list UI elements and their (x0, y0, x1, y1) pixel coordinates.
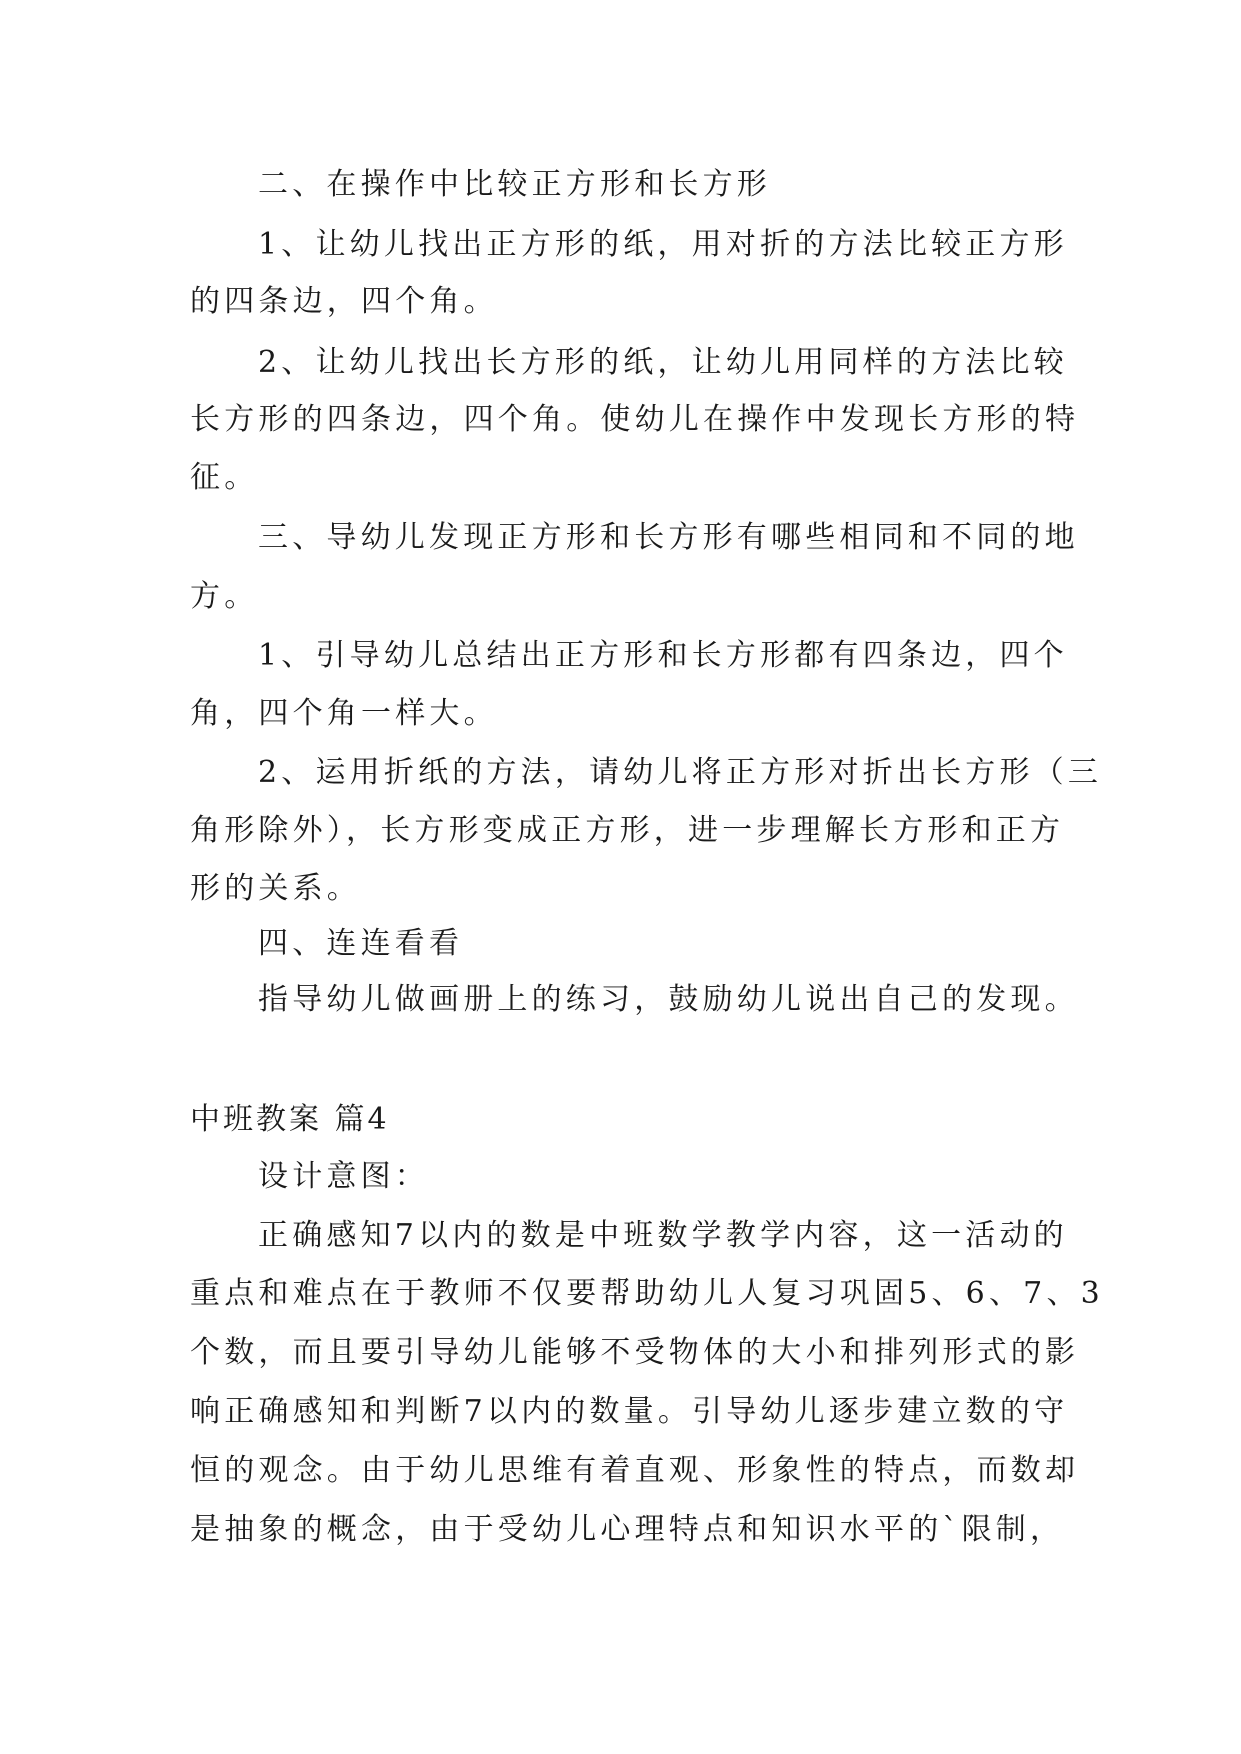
design-label: 设计意图： (258, 1159, 429, 1194)
paragraph-line: 角，四个角一样大。 (190, 696, 498, 731)
paragraph-line: 个数，而且要引导幼儿能够不受物体的大小和排列形式的影 (190, 1335, 1080, 1370)
lesson-title: 中班教案 篇4 (190, 1102, 390, 1137)
paragraph-line: 角形除外），长方形变成正方形，进一步理解长方形和正方 (190, 813, 1065, 848)
section-heading-4: 四、连连看看 (258, 926, 464, 961)
paragraph-line: 1、让幼儿找出正方形的纸，用对折的方法比较正方形 (258, 227, 1068, 262)
paragraph-line: 1、引导幼儿总结出正方形和长方形都有四条边，四个 (258, 638, 1068, 673)
paragraph-line: 长方形的四条边，四个角。使幼儿在操作中发现长方形的特 (190, 402, 1080, 437)
paragraph-line: 是抽象的概念，由于受幼儿心理特点和知识水平的`限制， (190, 1512, 1065, 1547)
paragraph-line: 2、运用折纸的方法，请幼儿将正方形对折出长方形（三 (258, 755, 1103, 790)
paragraph-line: 的四条边，四个角。 (190, 284, 498, 319)
paragraph-line: 响正确感知和判断7以内的数量。引导幼儿逐步建立数的守 (190, 1394, 1069, 1429)
section-heading-3-cont: 方。 (190, 579, 259, 614)
paragraph-line: 形的关系。 (190, 871, 361, 906)
paragraph-line: 重点和难点在于教师不仅要帮助幼儿人复习巩固5、6、7、3 (190, 1276, 1104, 1311)
paragraph-line: 正确感知7以内的数是中班数学教学内容，这一活动的 (258, 1218, 1068, 1253)
section-heading-2: 二、在操作中比较正方形和长方形 (258, 167, 771, 202)
paragraph-line: 2、让幼儿找出长方形的纸，让幼儿用同样的方法比较 (258, 345, 1068, 380)
paragraph-line: 征。 (190, 460, 259, 495)
paragraph-line: 恒的观念。由于幼儿思维有着直观、形象性的特点，而数却 (190, 1453, 1080, 1488)
section-heading-3: 三、导幼儿发现正方形和长方形有哪些相同和不同的地 (258, 520, 1079, 555)
paragraph-line: 指导幼儿做画册上的练习，鼓励幼儿说出自己的发现。 (258, 982, 1079, 1017)
